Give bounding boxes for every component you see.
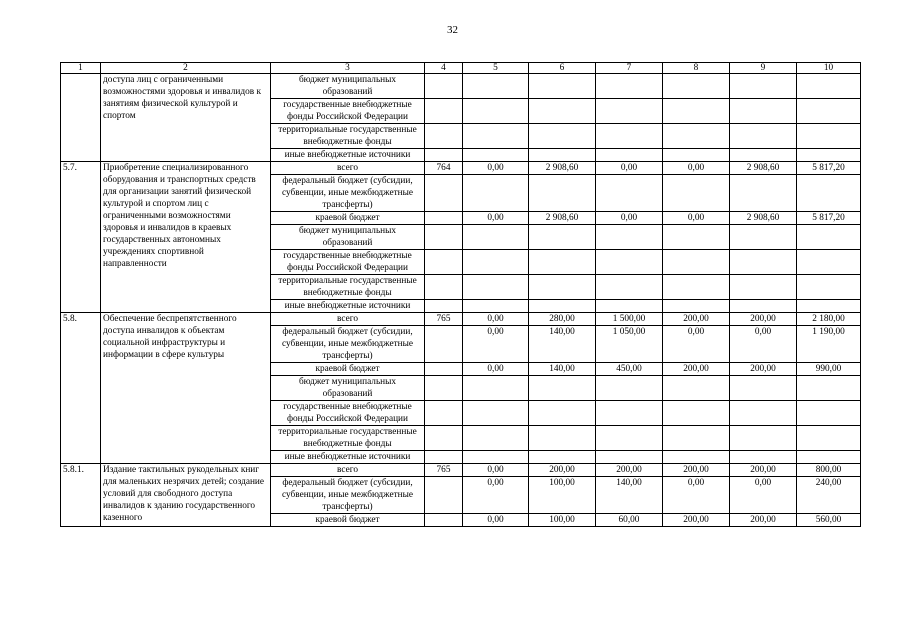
- funding-source: бюджет муниципальных образований: [271, 376, 425, 401]
- funding-source: всего: [271, 162, 425, 175]
- header-cell-10: 10: [797, 63, 861, 74]
- value-year-5: 2 908,60: [730, 162, 797, 175]
- value-year-2: 100,00: [529, 514, 596, 527]
- funding-source: федеральный бюджет (субсидии, субвенции, иные межбюджетные трансферты): [271, 326, 425, 363]
- value-year-1: [463, 149, 529, 162]
- funding-source: государственные внебюджетные фонды Российской Федерации: [271, 99, 425, 124]
- table-body: [61, 74, 861, 527]
- item-description: доступа лиц с ограниченными возможностями здоровья и инвалидов к занятиям физической культурой и спортом: [101, 74, 271, 162]
- value-year-5: [730, 99, 797, 124]
- code-cell: [425, 300, 463, 313]
- header-cell-1: 1: [61, 63, 101, 74]
- value-total: [797, 300, 861, 313]
- funding-source: государственные внебюджетные фонды Российской Федерации: [271, 250, 425, 275]
- code-cell: [425, 451, 463, 464]
- value-year-3: [596, 300, 663, 313]
- value-year-4: [663, 401, 730, 426]
- table-row: [61, 464, 861, 477]
- funding-source: иные внебюджетные источники: [271, 451, 425, 464]
- funding-source: краевой бюджет: [271, 363, 425, 376]
- value-year-4: 200,00: [663, 363, 730, 376]
- value-total: 2 180,00: [797, 313, 861, 326]
- funding-source: государственные внебюджетные фонды Российской Федерации: [271, 401, 425, 426]
- value-year-5: [730, 426, 797, 451]
- funding-source: краевой бюджет: [271, 514, 425, 527]
- value-year-4: [663, 225, 730, 250]
- header-cell-2: 2: [101, 63, 271, 74]
- value-year-2: 2 908,60: [529, 212, 596, 225]
- value-year-1: 0,00: [463, 212, 529, 225]
- value-year-1: [463, 225, 529, 250]
- value-year-2: [529, 250, 596, 275]
- value-year-3: [596, 74, 663, 99]
- item-number: [61, 74, 101, 162]
- value-total: [797, 74, 861, 99]
- value-year-4: [663, 426, 730, 451]
- value-total: 5 817,20: [797, 212, 861, 225]
- value-year-3: 60,00: [596, 514, 663, 527]
- value-total: [797, 124, 861, 149]
- item-description: Обеспечение беспрепятственного доступа инвалидов к объектам социальной инфраструктуры и информации в сфере культуры: [101, 313, 271, 464]
- item-number: 5.7.: [61, 162, 101, 313]
- value-year-5: 200,00: [730, 514, 797, 527]
- value-total: 1 190,00: [797, 326, 861, 363]
- code-cell: 765: [425, 313, 463, 326]
- value-year-3: [596, 401, 663, 426]
- code-cell: [425, 426, 463, 451]
- value-year-2: 140,00: [529, 326, 596, 363]
- code-cell: [425, 99, 463, 124]
- value-year-1: [463, 99, 529, 124]
- value-year-4: 200,00: [663, 313, 730, 326]
- code-cell: [425, 250, 463, 275]
- value-year-1: [463, 426, 529, 451]
- value-year-3: 0,00: [596, 162, 663, 175]
- value-year-3: [596, 225, 663, 250]
- value-year-4: 0,00: [663, 477, 730, 514]
- funding-source: территориальные государственные внебюджетные фонды: [271, 426, 425, 451]
- value-year-3: 0,00: [596, 212, 663, 225]
- value-year-4: [663, 74, 730, 99]
- header-cell-4: 4: [425, 63, 463, 74]
- item-number: 5.8.1.: [61, 464, 101, 527]
- value-year-5: 200,00: [730, 464, 797, 477]
- value-year-4: [663, 275, 730, 300]
- code-cell: [425, 212, 463, 225]
- value-year-1: [463, 451, 529, 464]
- value-year-5: [730, 376, 797, 401]
- value-total: 800,00: [797, 464, 861, 477]
- funding-source: всего: [271, 313, 425, 326]
- value-year-5: [730, 124, 797, 149]
- item-description: Приобретение специализированного оборудования и транспортных средств для организации занятий физической культурой и спортом лиц с ограниченными возможностями здоровья и инвалидов в краевых государственных автономных учреждениях спортивной направленности: [101, 162, 271, 313]
- value-year-2: [529, 426, 596, 451]
- value-year-3: [596, 99, 663, 124]
- code-cell: [425, 74, 463, 99]
- value-year-3: [596, 124, 663, 149]
- value-year-5: [730, 300, 797, 313]
- table-row: [61, 162, 861, 175]
- funding-source: территориальные государственные внебюджетные фонды: [271, 275, 425, 300]
- value-year-4: 0,00: [663, 162, 730, 175]
- value-year-5: [730, 451, 797, 464]
- value-year-3: [596, 451, 663, 464]
- value-year-1: [463, 300, 529, 313]
- budget-table: [60, 62, 861, 527]
- funding-source: бюджет муниципальных образований: [271, 225, 425, 250]
- value-year-3: 140,00: [596, 477, 663, 514]
- item-number: 5.8.: [61, 313, 101, 464]
- code-cell: [425, 514, 463, 527]
- value-year-2: 280,00: [529, 313, 596, 326]
- code-cell: [425, 149, 463, 162]
- value-total: 240,00: [797, 477, 861, 514]
- value-year-4: [663, 149, 730, 162]
- value-total: 560,00: [797, 514, 861, 527]
- code-cell: [425, 376, 463, 401]
- value-total: [797, 451, 861, 464]
- code-cell: [425, 477, 463, 514]
- value-year-4: [663, 175, 730, 212]
- value-year-1: 0,00: [463, 326, 529, 363]
- value-year-1: 0,00: [463, 464, 529, 477]
- value-year-5: [730, 74, 797, 99]
- value-year-5: [730, 275, 797, 300]
- code-cell: [425, 175, 463, 212]
- value-year-5: 200,00: [730, 363, 797, 376]
- value-total: 5 817,20: [797, 162, 861, 175]
- value-year-4: 200,00: [663, 514, 730, 527]
- code-cell: [425, 401, 463, 426]
- value-year-5: 0,00: [730, 326, 797, 363]
- code-cell: [425, 225, 463, 250]
- value-year-4: 200,00: [663, 464, 730, 477]
- funding-source: всего: [271, 464, 425, 477]
- value-year-3: [596, 250, 663, 275]
- code-cell: 764: [425, 162, 463, 175]
- value-year-1: [463, 401, 529, 426]
- value-year-2: [529, 401, 596, 426]
- value-year-2: 140,00: [529, 363, 596, 376]
- value-year-3: 200,00: [596, 464, 663, 477]
- code-cell: [425, 275, 463, 300]
- value-year-2: [529, 149, 596, 162]
- value-year-5: 2 908,60: [730, 212, 797, 225]
- value-year-5: [730, 175, 797, 212]
- value-total: [797, 250, 861, 275]
- value-year-4: [663, 250, 730, 275]
- value-year-5: 200,00: [730, 313, 797, 326]
- value-year-2: [529, 99, 596, 124]
- value-year-1: 0,00: [463, 477, 529, 514]
- header-cell-6: 6: [529, 63, 596, 74]
- funding-source: территориальные государственные внебюджетные фонды: [271, 124, 425, 149]
- value-year-1: [463, 74, 529, 99]
- value-year-2: [529, 124, 596, 149]
- value-year-1: [463, 124, 529, 149]
- value-year-4: [663, 376, 730, 401]
- value-total: [797, 225, 861, 250]
- funding-source: федеральный бюджет (субсидии, субвенции, иные межбюджетные трансферты): [271, 477, 425, 514]
- value-total: 990,00: [797, 363, 861, 376]
- value-year-5: [730, 250, 797, 275]
- value-year-1: 0,00: [463, 162, 529, 175]
- value-year-4: 0,00: [663, 212, 730, 225]
- value-year-2: [529, 225, 596, 250]
- value-year-2: [529, 74, 596, 99]
- item-description: Издание тактильных рукодельных книг для маленьких незрячих детей; создание условий для свободного доступа инвалидов к зданию государственного казенного: [101, 464, 271, 527]
- header-cell-7: 7: [596, 63, 663, 74]
- value-year-2: [529, 300, 596, 313]
- value-year-4: [663, 99, 730, 124]
- value-year-2: 100,00: [529, 477, 596, 514]
- funding-source: иные внебюджетные источники: [271, 300, 425, 313]
- table-row: [61, 313, 861, 326]
- value-year-3: [596, 149, 663, 162]
- value-year-5: [730, 401, 797, 426]
- value-total: [797, 426, 861, 451]
- value-year-3: [596, 175, 663, 212]
- funding-source: бюджет муниципальных образований: [271, 74, 425, 99]
- table-row: [61, 74, 861, 99]
- header-cell-9: 9: [730, 63, 797, 74]
- value-year-4: [663, 300, 730, 313]
- value-total: [797, 376, 861, 401]
- value-year-1: 0,00: [463, 363, 529, 376]
- value-year-2: [529, 275, 596, 300]
- value-year-3: [596, 376, 663, 401]
- funding-source: иные внебюджетные источники: [271, 149, 425, 162]
- value-year-2: 2 908,60: [529, 162, 596, 175]
- value-year-3: 450,00: [596, 363, 663, 376]
- header-cell-8: 8: [663, 63, 730, 74]
- value-year-2: 200,00: [529, 464, 596, 477]
- funding-source: краевой бюджет: [271, 212, 425, 225]
- page-number: 32: [447, 24, 458, 36]
- value-year-2: [529, 175, 596, 212]
- value-year-3: [596, 426, 663, 451]
- value-year-5: [730, 149, 797, 162]
- value-year-4: [663, 124, 730, 149]
- code-cell: [425, 363, 463, 376]
- header-cell-3: 3: [271, 63, 425, 74]
- code-cell: [425, 124, 463, 149]
- value-year-4: [663, 451, 730, 464]
- value-year-1: [463, 376, 529, 401]
- header-row: [61, 63, 861, 74]
- value-year-5: 0,00: [730, 477, 797, 514]
- value-year-2: [529, 376, 596, 401]
- value-year-1: [463, 175, 529, 212]
- code-cell: [425, 326, 463, 363]
- value-year-5: [730, 225, 797, 250]
- value-total: [797, 175, 861, 212]
- value-year-3: 1 050,00: [596, 326, 663, 363]
- value-year-3: [596, 275, 663, 300]
- value-year-4: 0,00: [663, 326, 730, 363]
- value-year-1: [463, 275, 529, 300]
- code-cell: 765: [425, 464, 463, 477]
- value-year-3: 1 500,00: [596, 313, 663, 326]
- value-total: [797, 401, 861, 426]
- value-total: [797, 275, 861, 300]
- value-year-2: [529, 451, 596, 464]
- value-year-1: [463, 250, 529, 275]
- value-total: [797, 99, 861, 124]
- funding-source: федеральный бюджет (субсидии, субвенции, иные межбюджетные трансферты): [271, 175, 425, 212]
- value-year-1: 0,00: [463, 313, 529, 326]
- value-total: [797, 149, 861, 162]
- header-cell-5: 5: [463, 63, 529, 74]
- value-year-1: 0,00: [463, 514, 529, 527]
